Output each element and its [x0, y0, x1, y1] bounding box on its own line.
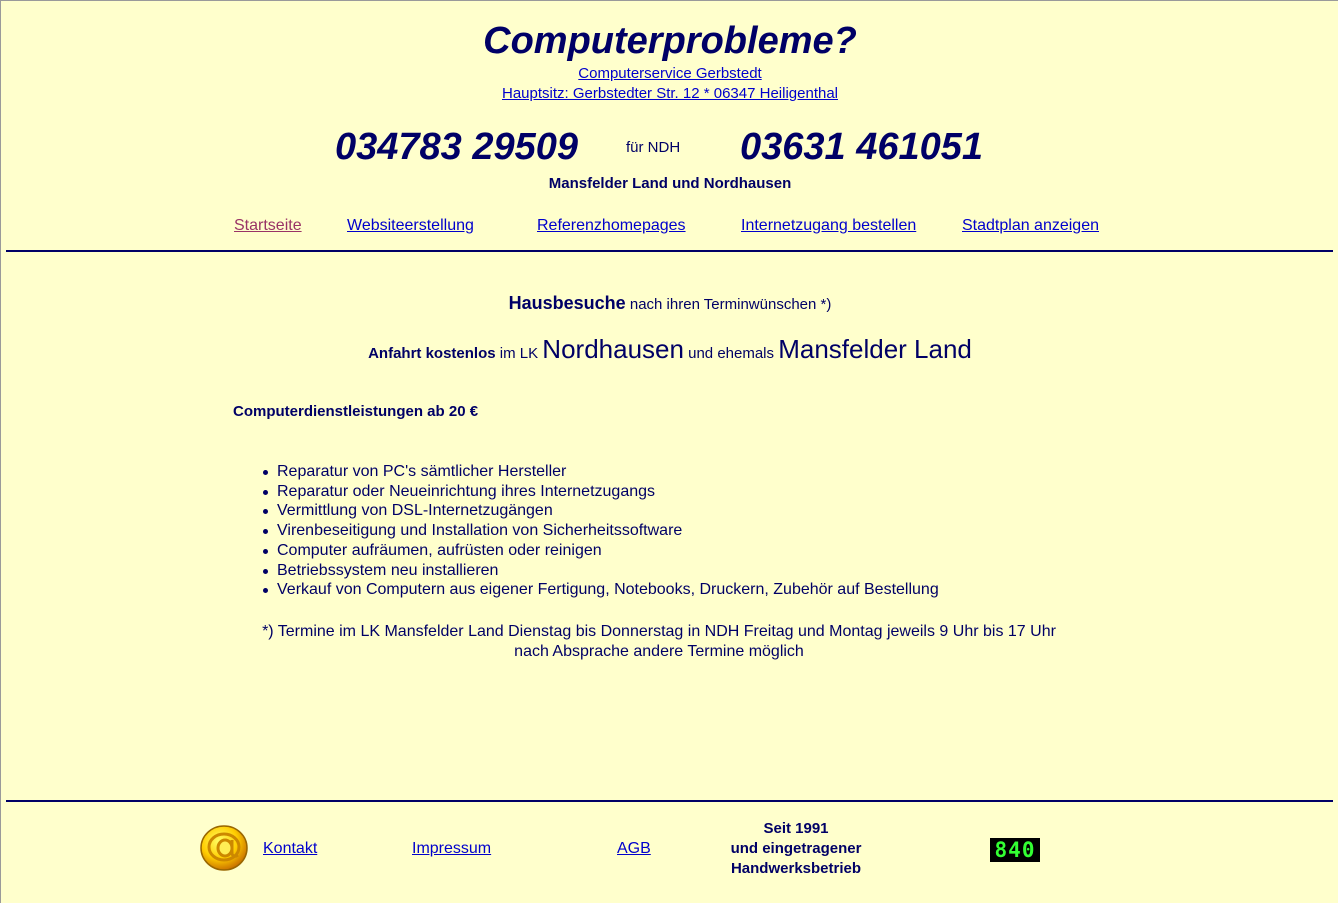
travel-in-text: im LK [499, 345, 539, 362]
nav-item-stadtplan[interactable]: Stadtplan anzeigen [962, 217, 1099, 234]
nav-item-startseite[interactable]: Startseite [234, 217, 302, 234]
house-visits-line [1, 291, 1338, 317]
list-item: Computer aufräumen, aufrüsten oder reinigen [277, 541, 939, 561]
terms-link[interactable]: AGB [617, 840, 651, 857]
divider-top [6, 250, 1333, 252]
since-line-3: Handwerksbetrieb [730, 860, 862, 877]
travel-place-nordhausen: Nordhausen [542, 334, 684, 364]
address-link-row [1, 84, 1338, 104]
services-list [277, 462, 939, 600]
phone-main: 034783 29509 [335, 126, 579, 168]
site-title: Computerprobleme? [483, 20, 857, 62]
list-item: Verkauf von Computern aus eigener Fertigung, Notebooks, Druckern, Zubehör auf Bestellung [277, 581, 939, 599]
at-sign-icon [198, 822, 250, 874]
divider-bottom [6, 800, 1333, 802]
nav-item-referenzhomepages[interactable]: Referenzhomepages [537, 217, 686, 234]
phone-ndh: 03631 461051 [740, 126, 984, 168]
since-line-2: und eingetragener [730, 840, 862, 857]
travel-free-text: Anfahrt kostenlos [368, 345, 496, 362]
address-link[interactable]: Hauptsitz: Gerbstedter Str. 12 * 06347 Heiligenthal [501, 85, 839, 102]
list-item: Betriebssystem neu installieren [277, 561, 939, 581]
since-block [701, 819, 891, 879]
list-item: Reparatur von PC's sämtlicher Hersteller [277, 462, 939, 482]
phone-label: für NDH [626, 139, 681, 156]
since-line-1: Seit 1991 [763, 820, 829, 837]
imprint-link[interactable]: Impressum [412, 840, 492, 857]
nav-item-internetzugang[interactable]: Internetzugang bestellen [741, 217, 917, 234]
appointment-note-2: nach Absprache andere Termine möglich [514, 643, 804, 660]
travel-and-text: und ehemals [688, 345, 775, 362]
visitor-counter: 840 [990, 838, 1040, 862]
travel-place-mansfelder: Mansfelder Land [778, 334, 972, 364]
appointment-note: *) Termine im LK Mansfelder Land Dienstag bis Donnerstag in NDH Freitag und Montag jeweils 9 Uhr bis 17 Uhr [262, 623, 1056, 640]
nav-item-websiteerstellung[interactable]: Websiteerstellung [347, 217, 474, 234]
list-item: Vermittlung von DSL-Internetzugängen [277, 501, 939, 521]
list-item: Reparatur oder Neueinrichtung ihres Internetzugangs [277, 482, 939, 502]
contact-link[interactable]: Kontakt [263, 840, 318, 857]
company-link[interactable]: Computerservice Gerbstedt [578, 65, 762, 82]
house-visits-heading: Hausbesuche [508, 293, 626, 313]
house-visits-text: nach ihren Terminwünschen *) [629, 296, 832, 313]
company-link-row [1, 64, 1338, 84]
list-item: Virenbeseitigung und Installation von Sicherheitssoftware [277, 521, 939, 541]
travel-line [1, 332, 1338, 371]
services-heading: Computerdienstleistungen ab 20 € [233, 403, 479, 420]
region-text: Mansfelder Land und Nordhausen [548, 175, 792, 192]
